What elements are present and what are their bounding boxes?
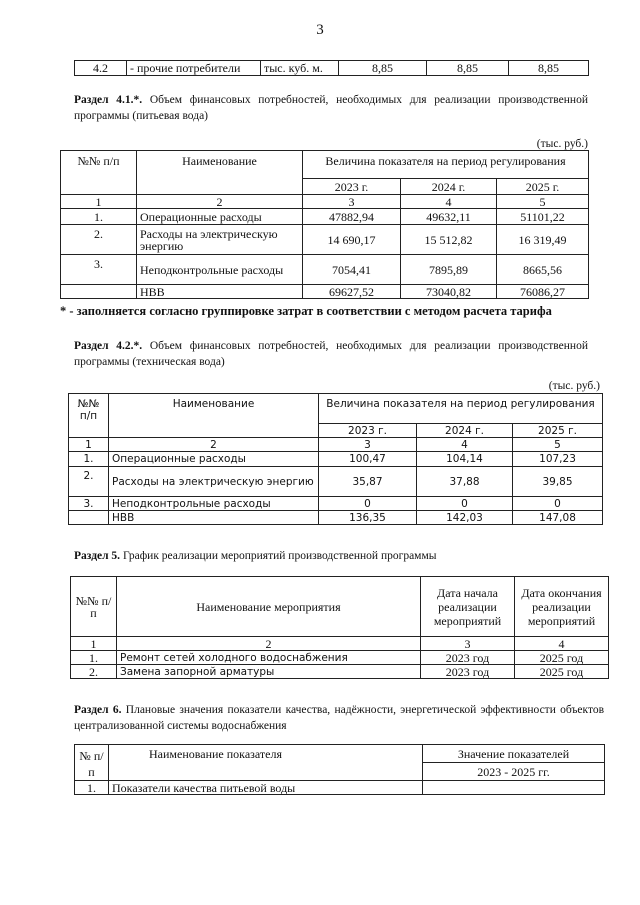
- header-name: Наименование мероприятия: [117, 577, 421, 637]
- table-cell: 3.: [61, 255, 137, 285]
- header-name: Наименование показателя: [109, 745, 423, 781]
- table-cell: Неподконтрольные расходы: [137, 255, 303, 285]
- table-row: [71, 665, 609, 679]
- header-year: 2023 г.: [303, 179, 401, 195]
- table-cell: тыс. куб. м.: [261, 61, 339, 76]
- table-cell: 8,85: [509, 61, 589, 76]
- table-cell: 2025 год: [515, 665, 609, 679]
- header-start: Дата начала реализации мероприятий: [421, 577, 515, 637]
- footnote: * - заполняется согласно группировке затрат в соответствии с методом расчета тарифа: [60, 304, 552, 318]
- header-group: Величина показателя на период регулирования: [303, 151, 589, 179]
- section-4-1-title: [74, 92, 588, 124]
- index-cell: 1: [61, 195, 137, 209]
- table-cell: НВВ: [109, 511, 319, 525]
- table-cell: [61, 285, 137, 299]
- index-cell: 4: [515, 637, 609, 651]
- table-row: [69, 511, 603, 525]
- index-cell: 5: [497, 195, 589, 209]
- section-4-2-unit: (тыс. руб.): [548, 380, 600, 392]
- table-cell: 51101,22: [497, 209, 589, 225]
- table-cell: 15 512,82: [401, 225, 497, 255]
- table-cell: 7054,41: [303, 255, 401, 285]
- table-cell: Показатели качества питьевой воды: [109, 781, 423, 795]
- table-cell: Расходы на электрическую энергию: [109, 467, 319, 497]
- table-cell: 47882,94: [303, 209, 401, 225]
- table-cell: Операционные расходы: [137, 209, 303, 225]
- table-cell: 147,08: [513, 511, 603, 525]
- table-cell: 107,23: [513, 452, 603, 467]
- table-cell: 104,14: [417, 452, 513, 467]
- section-6-title-text: Плановые значения показатели качества, надёжности, энергетической эффективности объектов централизованной системы водоснабжения: [74, 704, 605, 732]
- table-cell: 37,88: [417, 467, 513, 497]
- table-row: [61, 209, 589, 225]
- section-6-title-bold: Раздел 6.: [74, 704, 122, 716]
- table-cell: 2.: [71, 665, 117, 679]
- section-5-table: [70, 576, 609, 679]
- table-cell: Ремонт сетей холодного водоснабжения: [117, 651, 421, 665]
- table-row: [69, 467, 603, 497]
- section-4-1-title-bold: Раздел 4.1.*.: [74, 94, 143, 106]
- table-cell: 136,35: [319, 511, 417, 525]
- table-cell: 69627,52: [303, 285, 401, 299]
- header-end: Дата окончания реализации мероприятий: [515, 577, 609, 637]
- table-cell: 0: [417, 497, 513, 511]
- section-4-1-unit: (тыс. руб.): [536, 138, 588, 150]
- table-row: [69, 497, 603, 511]
- header-num: №№ п/п: [71, 577, 117, 637]
- index-cell: 5: [513, 438, 603, 452]
- index-cell: 1: [71, 637, 117, 651]
- index-cell: 4: [401, 195, 497, 209]
- section-4-2-title: [74, 338, 588, 370]
- index-cell: 3: [421, 637, 515, 651]
- table-cell: [423, 781, 605, 795]
- table-cell: 2023 год: [421, 665, 515, 679]
- table-cell: 7895,89: [401, 255, 497, 285]
- table-cell: 142,03: [417, 511, 513, 525]
- index-cell: 2: [117, 637, 421, 651]
- table-cell: 1.: [61, 209, 137, 225]
- table-cell: 1.: [71, 651, 117, 665]
- header-year: 2023 г.: [319, 424, 417, 438]
- header-year: 2024 г.: [401, 179, 497, 195]
- table-cell: 8,85: [339, 61, 427, 76]
- header-num: №№ п/п: [61, 151, 137, 195]
- section-6-title: [74, 702, 604, 734]
- section-4-1-table: [60, 150, 589, 299]
- table-cell: 49632,11: [401, 209, 497, 225]
- table-cell: 0: [513, 497, 603, 511]
- index-cell: 4: [417, 438, 513, 452]
- table-row: [61, 225, 589, 255]
- header-num: № п/п: [75, 745, 109, 781]
- table-cell: 16 319,49: [497, 225, 589, 255]
- page-number: 3: [316, 22, 324, 38]
- table-cell: 73040,82: [401, 285, 497, 299]
- section-4-2-title-text: Объем финансовых потребностей, необходимых для реализации производственной программы (техническая вода): [74, 340, 588, 368]
- header-value: Значение показателей: [423, 745, 605, 763]
- table-cell: 4.2: [75, 61, 127, 76]
- table-cell: 1.: [75, 781, 109, 795]
- table-cell: НВВ: [137, 285, 303, 299]
- table-row: [75, 781, 605, 795]
- section-6-table: [74, 744, 605, 795]
- table-cell: Замена запорной арматуры: [117, 665, 421, 679]
- table-cell: 14 690,17: [303, 225, 401, 255]
- table-cell: 0: [319, 497, 417, 511]
- table-row: [61, 255, 589, 285]
- header-year: 2024 г.: [417, 424, 513, 438]
- header-year: 2025 г.: [513, 424, 603, 438]
- table-cell: 8665,56: [497, 255, 589, 285]
- table-cell: 8,85: [427, 61, 509, 76]
- table-cell: 76086,27: [497, 285, 589, 299]
- table-row: [71, 651, 609, 665]
- section-5-title-text: График реализации мероприятий производственной программы: [120, 550, 437, 562]
- top-continuation-table: [74, 60, 589, 76]
- table-row: [61, 285, 589, 299]
- table-cell: 35,87: [319, 467, 417, 497]
- header-num: №№ п/п: [69, 394, 109, 438]
- section-4-2-table: [68, 393, 603, 525]
- header-period: 2023 - 2025 гг.: [423, 763, 605, 781]
- table-row: [69, 452, 603, 467]
- table-cell: 1.: [69, 452, 109, 467]
- table-cell: 100,47: [319, 452, 417, 467]
- table-cell: 3.: [69, 497, 109, 511]
- table-cell: - прочие потребители: [127, 61, 261, 76]
- header-name: Наименование: [109, 394, 319, 438]
- index-cell: 1: [69, 438, 109, 452]
- table-cell: Расходы на электрическую энергию: [137, 225, 303, 255]
- header-name: Наименование: [137, 151, 303, 195]
- section-5-title-bold: Раздел 5.: [74, 550, 121, 562]
- section-4-2-title-bold: Раздел 4.2.*.: [74, 340, 143, 352]
- section-5-title: [74, 548, 588, 564]
- table-cell: Неподконтрольные расходы: [109, 497, 319, 511]
- table-cell: 2.: [69, 467, 109, 497]
- index-cell: 3: [303, 195, 401, 209]
- table-cell: 39,85: [513, 467, 603, 497]
- table-cell: [69, 511, 109, 525]
- header-year: 2025 г.: [497, 179, 589, 195]
- index-cell: 2: [109, 438, 319, 452]
- table-cell: Операционные расходы: [109, 452, 319, 467]
- header-group: Величина показателя на период регулирования: [319, 394, 603, 424]
- index-cell: 2: [137, 195, 303, 209]
- table-cell: 2025 год: [515, 651, 609, 665]
- index-cell: 3: [319, 438, 417, 452]
- table-cell: 2.: [61, 225, 137, 255]
- table-cell: 2023 год: [421, 651, 515, 665]
- section-4-1-title-text: Объем финансовых потребностей, необходимых для реализации производственной программы (питьевая вода): [74, 94, 588, 122]
